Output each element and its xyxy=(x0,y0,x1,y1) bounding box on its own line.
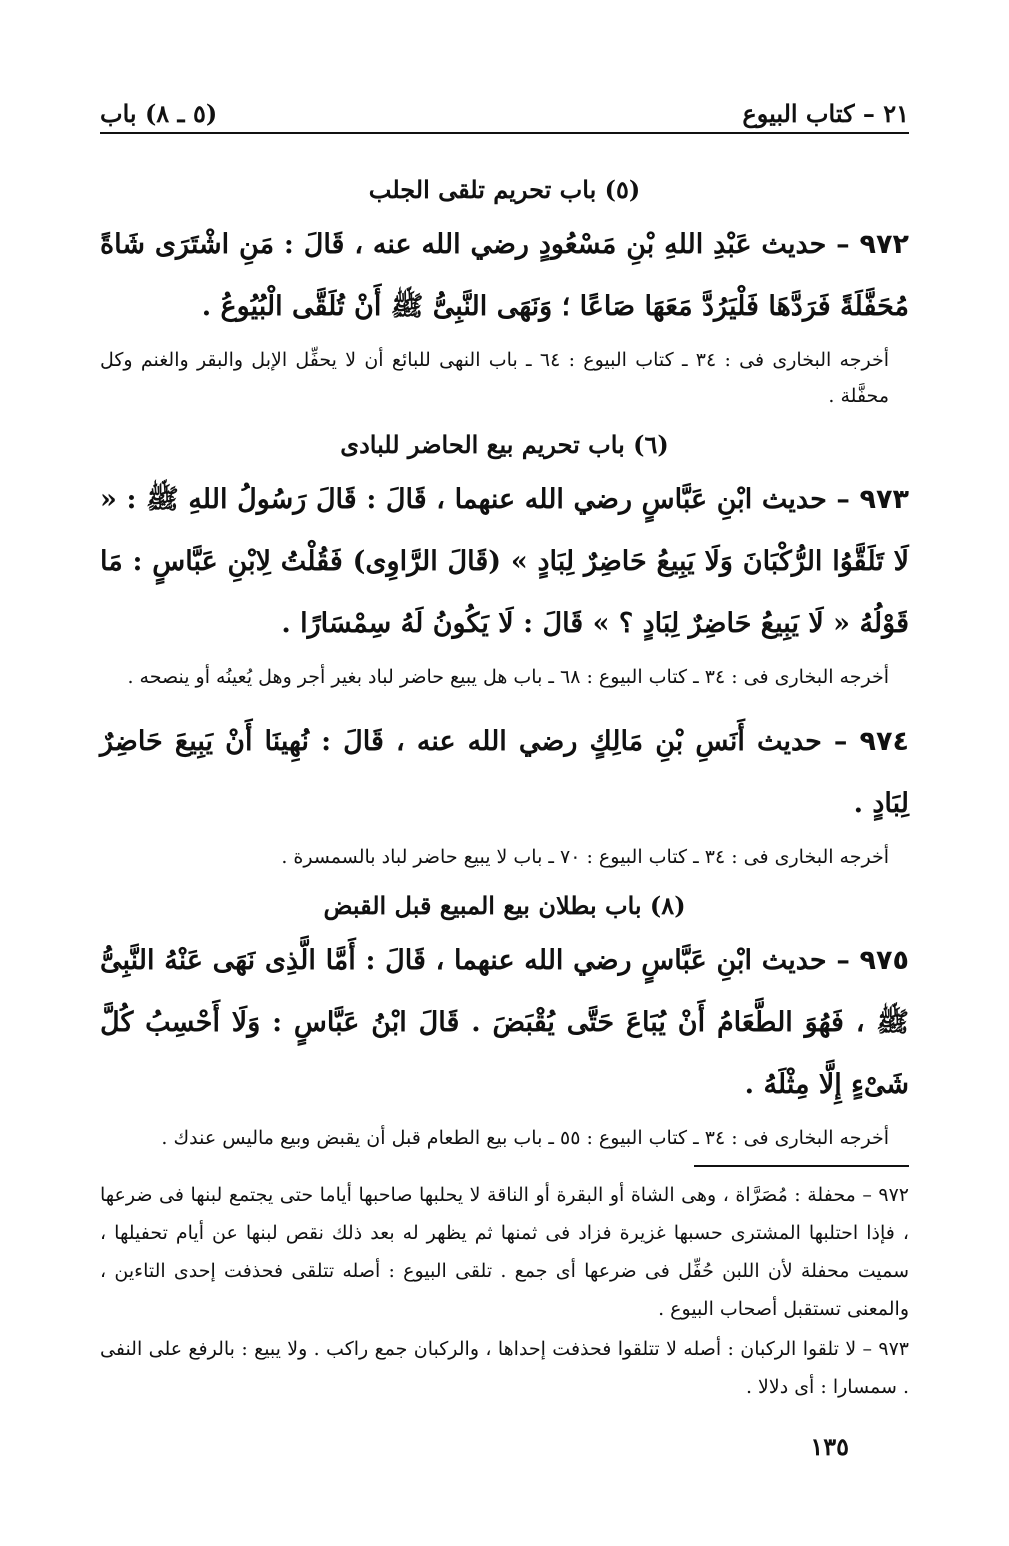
page-number: ١٣٥ xyxy=(810,1432,849,1461)
hadith-number: ٩٧٣ xyxy=(859,484,909,515)
hadith-972 xyxy=(100,214,909,338)
section-8 xyxy=(100,891,909,1156)
footnote-972: ٩٧٢ – محفلة : مُصَرَّاة ، وهى الشاة أو البقرة أو الناقة لا يحلبها صاحبها أياما حتى يجتمع لبنها فى ضرعها ، فإذا احتلبها المشترى حسبها غزيرة فزاد فى ثمنها ثم يظهر له بعد ذلك نقص لبنها عن أيام تحفيلها ، سميت محفلة لأن اللبن حُفِّل فى ضرعها أى جمع . تلقى البيوع : أصله تتلقى فحذفت إحدى التاءين ، والمعنى تستقبل أصحاب البيوع . xyxy=(100,1184,909,1320)
section-title: (٨) باب بطلان بيع المبيع قبل القبض xyxy=(323,891,686,920)
hadith-text: – حديث أَنَسِ بْنِ مَالِكٍ رضي الله عنه ، قَالَ : نُهِينَا أَنْ يَبِيعَ حَاضِرٌ لِبَادٍ . xyxy=(100,726,909,819)
hadith-number: ٩٧٤ xyxy=(859,726,909,757)
hadith-reference: أخرجه البخارى فى : ٣٤ ـ كتاب البيوع : ٦٤ ـ باب النهى للبائع أن لا يحفِّل الإبل والبقر والغنم وكل محفَّلة . xyxy=(100,349,889,407)
hadith-text: – حديث ابْنِ عَبَّاسٍ رضي الله عنهما ، قَالَ : أَمَّا الَّذِى نَهَى عَنْهُ النَّبِىُّ ﷺ ، فَهُوَ الطَّعَامُ أَنْ يُبَاعَ حَتَّى يُقْبَضَ . قَالَ ابْنُ عَبَّاسٍ : وَلَا أَحْسِبُ كُلَّ شَىْءٍ إِلَّا مِثْلَهُ . xyxy=(100,945,909,1100)
section-title: (٥) باب تحريم تلقى الجلب xyxy=(368,175,641,204)
main-text xyxy=(100,165,909,1172)
chapter-range: (٥ ـ ٨) باب xyxy=(100,99,218,128)
hadith-number: ٩٧٢ xyxy=(859,229,909,260)
hadith-text: – حديث ابْنِ عَبَّاسٍ رضي الله عنهما ، قَالَ : قَالَ رَسُولُ اللهِ ﷺ : « لَا تَلَقَّوُا الرُّكْبَانَ وَلَا يَبِيعُ حَاضِرٌ لِبَادٍ » (قَالَ الرَّاوِى) فَقُلْتُ لِابْنِ عَبَّاسٍ : مَا قَوْلُهُ « لَا يَبِيعُ حَاضِرٌ لِبَادٍ ؟ » قَالَ : لَا يَكُونُ لَهُ سِمْسَارًا . xyxy=(100,484,909,639)
hadith-number: ٩٧٥ xyxy=(859,945,909,976)
running-title: ٢١ – كتاب البيوع xyxy=(742,99,909,128)
hadith-reference: أخرجه البخارى فى : ٣٤ ـ كتاب البيوع : ٥٥ ـ باب بيع الطعام قبل أن يقبض وبيع ماليس عندك . xyxy=(161,1127,889,1149)
hadith-reference: أخرجه البخارى فى : ٣٤ ـ كتاب البيوع : ٧٠ ـ باب لا يبيع حاضر لباد بالسمسرة . xyxy=(281,846,889,868)
page-header xyxy=(100,88,909,134)
section-6 xyxy=(100,430,909,875)
footnote-973: ٩٧٣ – لا تلقوا الركبان : أصله لا تتلقوا فحذفت إحداها ، والركبان جمع راكب . ولا يبيع : بالرفع على النفى . سمسارا : أى دلالا . xyxy=(100,1338,909,1398)
footnote-divider xyxy=(694,1165,909,1167)
footnotes xyxy=(100,1176,909,1408)
section-title: (٦) باب تحريم بيع الحاضر للبادى xyxy=(340,430,669,459)
hadith-text: – حديث عَبْدِ اللهِ بْنِ مَسْعُودٍ رضي الله عنه ، قَالَ : مَنِ اشْتَرَى شَاةً مُحَفَّلَةً فَرَدَّهَا فَلْيَرُدَّ مَعَهَا صَاعًا ؛ وَنَهَى النَّبِىُّ ﷺ أَنْ تُلَقَّى الْبُيُوعُ . xyxy=(100,229,909,322)
hadith-973 xyxy=(100,469,909,655)
hadith-975 xyxy=(100,930,909,1116)
section-5 xyxy=(100,175,909,414)
hadith-974 xyxy=(100,711,909,835)
hadith-reference: أخرجه البخارى فى : ٣٤ ـ كتاب البيوع : ٦٨ ـ باب هل يبيع حاضر لباد بغير أجر وهل يُعينُه أو ينصحه . xyxy=(127,666,889,688)
